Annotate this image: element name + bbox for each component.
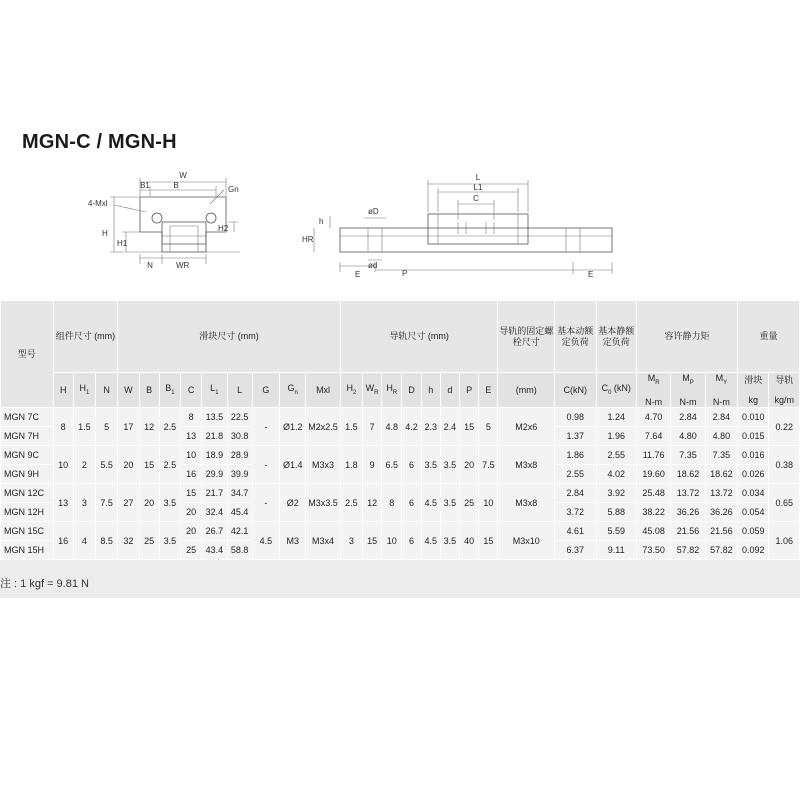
label-h1: H1 — [117, 239, 128, 248]
label-smalld: ød — [368, 261, 378, 270]
cell-model: MGN 15C — [1, 522, 54, 541]
cell-c: 15 — [180, 484, 201, 503]
col-w: W — [118, 373, 139, 408]
cell-model: MGN 7C — [1, 408, 54, 427]
cell-gn: Ø2 — [280, 484, 306, 522]
col-my: $M_Y$ N-m — [705, 373, 737, 408]
col-wr: $W_R$ — [363, 373, 382, 408]
cell-mr: 73.50 — [636, 541, 670, 560]
table-row — [1, 408, 800, 427]
cell-mr: 45.08 — [636, 522, 670, 541]
col-h: H — [53, 373, 73, 408]
cell-l1: 43.4 — [202, 541, 227, 560]
header-dynamic: 基本动额定负荷 — [555, 301, 596, 373]
cell-mxl: M3x3.5 — [306, 484, 340, 522]
cell-n: 5 — [96, 408, 118, 446]
cell-b1: 2.5 — [159, 446, 180, 484]
cell-l: 39.9 — [227, 465, 252, 484]
cell-hr: 4.8 — [382, 408, 402, 446]
cell-mxl: M3x4 — [306, 522, 340, 560]
cell-l: 45.4 — [227, 503, 252, 522]
col-l1: $L_1$ — [202, 373, 227, 408]
label-mxl: 4-Mxl — [88, 199, 108, 208]
label-l: L — [475, 173, 481, 182]
cell-mr: 25.48 — [636, 484, 670, 503]
cell-block_kg: 0.092 — [738, 541, 769, 560]
table-row — [1, 484, 800, 503]
cell-bolt: M3x8 — [498, 446, 555, 484]
col-b: B — [139, 373, 159, 408]
page-title: MGN-C / MGN-H — [22, 131, 177, 153]
rail-block-diagram — [0, 160, 800, 285]
cell-mp: 57.82 — [671, 541, 705, 560]
cell-c0: 9.11 — [596, 541, 636, 560]
cell-mp: 13.72 — [671, 484, 705, 503]
cell-block_kg: 0.010 — [738, 408, 769, 427]
cell-ck: 1.86 — [555, 446, 596, 465]
cell-model: MGN 7H — [1, 427, 54, 446]
cell-b: 25 — [139, 522, 159, 560]
col-e: E — [479, 373, 498, 408]
col-dd: d — [440, 373, 459, 408]
front-view — [88, 171, 240, 270]
cell-h: 3.5 — [421, 446, 440, 484]
cell-rail-kg: 0.65 — [769, 484, 800, 522]
header-rail: 导轨尺寸 (mm) — [340, 301, 498, 373]
cell-e: 10 — [479, 484, 498, 522]
cell-model: MGN 12H — [1, 503, 54, 522]
cell-e: 5 — [479, 408, 498, 446]
cell-gn: Ø1.4 — [280, 446, 306, 484]
cell-h2: 1.5 — [340, 408, 362, 446]
label-wr: WR — [176, 261, 190, 270]
col-n: N — [96, 373, 118, 408]
cell-model: MGN 9H — [1, 465, 54, 484]
cell-d: 2.4 — [440, 408, 459, 446]
cell-c0: 2.55 — [596, 446, 636, 465]
header-model: 型号 — [1, 301, 54, 408]
cell-c0: 1.96 — [596, 427, 636, 446]
cell-my: 7.35 — [705, 446, 737, 465]
cell-my: 57.82 — [705, 541, 737, 560]
cell-g: - — [252, 408, 279, 446]
cell-mr: 4.70 — [636, 408, 670, 427]
cell-gn: Ø1.2 — [280, 408, 306, 446]
cell-ck: 2.55 — [555, 465, 596, 484]
header-static: 基本静额定负荷 — [596, 301, 636, 373]
cell-ck: 1.37 — [555, 427, 596, 446]
cell-b: 12 — [139, 408, 159, 446]
label-bigd: øD — [368, 207, 379, 216]
label-h: H — [102, 229, 108, 238]
spec-table — [0, 300, 800, 560]
cell-d: 6 — [402, 446, 421, 484]
cell-c0: 5.59 — [596, 522, 636, 541]
col-b1: $B_1$ — [159, 373, 180, 408]
cell-g: 4.5 — [252, 522, 279, 560]
cell-l: 58.8 — [227, 541, 252, 560]
cell-mp: 18.62 — [671, 465, 705, 484]
cell-wr: 12 — [363, 484, 382, 522]
label-b: B — [173, 181, 179, 190]
cell-wr: 15 — [363, 522, 382, 560]
cell-e: 15 — [479, 522, 498, 560]
col-hh: h — [421, 373, 440, 408]
cell-n: 5.5 — [96, 446, 118, 484]
cell-mr: 7.64 — [636, 427, 670, 446]
label-n: N — [147, 261, 153, 270]
cell-block_kg: 0.054 — [738, 503, 769, 522]
cell-h: 8 — [53, 408, 73, 446]
cell-my: 4.80 — [705, 427, 737, 446]
label-gn: Gn — [228, 185, 239, 194]
cell-ck: 6.37 — [555, 541, 596, 560]
cell-e: 7.5 — [479, 446, 498, 484]
cell-d: 6 — [402, 522, 421, 560]
cell-c: 8 — [180, 408, 201, 427]
cell-block_kg: 0.016 — [738, 446, 769, 465]
cell-c: 20 — [180, 503, 201, 522]
col-d: D — [402, 373, 421, 408]
cell-block_kg: 0.015 — [738, 427, 769, 446]
cell-b: 15 — [139, 446, 159, 484]
header-weight: 重量 — [738, 301, 800, 373]
cell-h: 4.5 — [421, 484, 440, 522]
cell-h2: 2.5 — [340, 484, 362, 522]
cell-mp: 2.84 — [671, 408, 705, 427]
col-c0kn: $C_0$ (kN) — [596, 373, 636, 408]
cell-bolt: M2x6 — [498, 408, 555, 446]
cell-rail-kg: 0.38 — [769, 446, 800, 484]
cell-ck: 0.98 — [555, 408, 596, 427]
cell-mxl: M3x3 — [306, 446, 340, 484]
label-e: E — [355, 270, 361, 279]
cell-c: 25 — [180, 541, 201, 560]
header-assembly: 组件尺寸 (mm) — [53, 301, 118, 373]
cell-mp: 21.56 — [671, 522, 705, 541]
cell-model: MGN 15H — [1, 541, 54, 560]
cell-c: 20 — [180, 522, 201, 541]
cell-h1: 1.5 — [73, 408, 95, 446]
col-h2: $H_2$ — [340, 373, 362, 408]
cell-l1: 29.9 — [202, 465, 227, 484]
cell-c: 16 — [180, 465, 201, 484]
label-hh: h — [319, 217, 324, 226]
cell-l1: 32.4 — [202, 503, 227, 522]
cell-h1: 3 — [73, 484, 95, 522]
cell-ck: 2.84 — [555, 484, 596, 503]
col-l: L — [227, 373, 252, 408]
cell-h1: 4 — [73, 522, 95, 560]
table-row — [1, 446, 800, 465]
label-p: P — [402, 269, 408, 278]
spec-table-body — [1, 408, 800, 560]
cell-mr: 11.76 — [636, 446, 670, 465]
cell-rail-kg: 0.22 — [769, 408, 800, 446]
spec-table-panel — [0, 300, 800, 598]
cell-l1: 21.8 — [202, 427, 227, 446]
cell-p: 25 — [460, 484, 479, 522]
cell-hr: 6.5 — [382, 446, 402, 484]
cell-n: 8.5 — [96, 522, 118, 560]
cell-d: 4.2 — [402, 408, 421, 446]
cell-w: 27 — [118, 484, 139, 522]
label-hr: HR — [302, 235, 314, 244]
cell-block_kg: 0.059 — [738, 522, 769, 541]
cell-b1: 3.5 — [159, 522, 180, 560]
footnote: 注 : 1 kgf = 9.81 N — [0, 578, 89, 590]
cell-b: 20 — [139, 484, 159, 522]
side-view — [302, 173, 612, 279]
cell-p: 40 — [460, 522, 479, 560]
header-bolt: 导轨的固定螺栓尺寸 — [498, 301, 555, 373]
cell-hr: 8 — [382, 484, 402, 522]
col-block-weight: 滑块 kg — [738, 373, 769, 408]
label-l1: L1 — [473, 183, 483, 192]
cell-n: 7.5 — [96, 484, 118, 522]
cell-h2: 3 — [340, 522, 362, 560]
col-mm: (mm) — [498, 373, 555, 408]
cell-wr: 7 — [363, 408, 382, 446]
cell-my: 13.72 — [705, 484, 737, 503]
cell-p: 15 — [460, 408, 479, 446]
col-p: P — [460, 373, 479, 408]
cell-bolt: M3x8 — [498, 484, 555, 522]
cell-l: 42.1 — [227, 522, 252, 541]
cell-h: 2.3 — [421, 408, 440, 446]
cell-h1: 2 — [73, 446, 95, 484]
cell-wr: 9 — [363, 446, 382, 484]
cell-my: 2.84 — [705, 408, 737, 427]
cell-d: 3.5 — [440, 484, 459, 522]
col-gn: $G_n$ — [280, 373, 306, 408]
cell-model: MGN 9C — [1, 446, 54, 465]
col-g: G — [252, 373, 279, 408]
cell-w: 17 — [118, 408, 139, 446]
cell-ck: 3.72 — [555, 503, 596, 522]
col-mxl: Mxl — [306, 373, 340, 408]
header-block: 滑块尺寸 (mm) — [118, 301, 340, 373]
cell-mr: 38.22 — [636, 503, 670, 522]
cell-g: - — [252, 446, 279, 484]
cell-bolt: M3x10 — [498, 522, 555, 560]
cell-mp: 7.35 — [671, 446, 705, 465]
col-ckn: C(kN) — [555, 373, 596, 408]
cell-block_kg: 0.026 — [738, 465, 769, 484]
cell-l: 34.7 — [227, 484, 252, 503]
col-rail-weight: 导轨 kg/m — [769, 373, 800, 408]
table-row — [1, 522, 800, 541]
cell-hr: 10 — [382, 522, 402, 560]
col-mr: $M_R$ N-m — [636, 373, 670, 408]
cell-l1: 13.5 — [202, 408, 227, 427]
cell-l1: 18.9 — [202, 446, 227, 465]
cell-mp: 36.26 — [671, 503, 705, 522]
cell-p: 20 — [460, 446, 479, 484]
cell-h: 13 — [53, 484, 73, 522]
cell-mxl: M2x2.5 — [306, 408, 340, 446]
cell-d: 6 — [402, 484, 421, 522]
cell-c0: 5.88 — [596, 503, 636, 522]
cell-c: 10 — [180, 446, 201, 465]
cell-h: 16 — [53, 522, 73, 560]
cell-my: 21.56 — [705, 522, 737, 541]
cell-g: - — [252, 484, 279, 522]
header-moment: 容许静力矩 — [636, 301, 737, 373]
cell-ck: 4.61 — [555, 522, 596, 541]
label-w: W — [179, 171, 187, 180]
cell-h: 4.5 — [421, 522, 440, 560]
cell-l: 30.8 — [227, 427, 252, 446]
cell-mp: 4.80 — [671, 427, 705, 446]
cell-d: 3.5 — [440, 522, 459, 560]
cell-rail-kg: 1.06 — [769, 522, 800, 560]
cell-h2: 1.8 — [340, 446, 362, 484]
cell-model: MGN 12C — [1, 484, 54, 503]
label-e2: E — [588, 270, 594, 279]
label-c: C — [473, 194, 479, 203]
cell-c0: 1.24 — [596, 408, 636, 427]
cell-b1: 2.5 — [159, 408, 180, 446]
col-hr: $H_R$ — [382, 373, 402, 408]
label-b1: B1 — [140, 181, 150, 190]
cell-c0: 4.02 — [596, 465, 636, 484]
label-h2: H2 — [218, 224, 229, 233]
cell-my: 36.26 — [705, 503, 737, 522]
cell-c0: 3.92 — [596, 484, 636, 503]
cell-h: 10 — [53, 446, 73, 484]
cell-w: 20 — [118, 446, 139, 484]
col-c: C — [180, 373, 201, 408]
cell-block_kg: 0.034 — [738, 484, 769, 503]
cell-l: 28.9 — [227, 446, 252, 465]
cell-l: 22.5 — [227, 408, 252, 427]
cell-my: 18.62 — [705, 465, 737, 484]
col-mp: $M_P$ N-m — [671, 373, 705, 408]
cell-b1: 3.5 — [159, 484, 180, 522]
cell-mr: 19.60 — [636, 465, 670, 484]
col-h1: $H_1$ — [73, 373, 95, 408]
cell-gn: M3 — [280, 522, 306, 560]
cell-l1: 21.7 — [202, 484, 227, 503]
cell-c: 13 — [180, 427, 201, 446]
cell-l1: 26.7 — [202, 522, 227, 541]
cell-d: 3.5 — [440, 446, 459, 484]
cell-w: 32 — [118, 522, 139, 560]
